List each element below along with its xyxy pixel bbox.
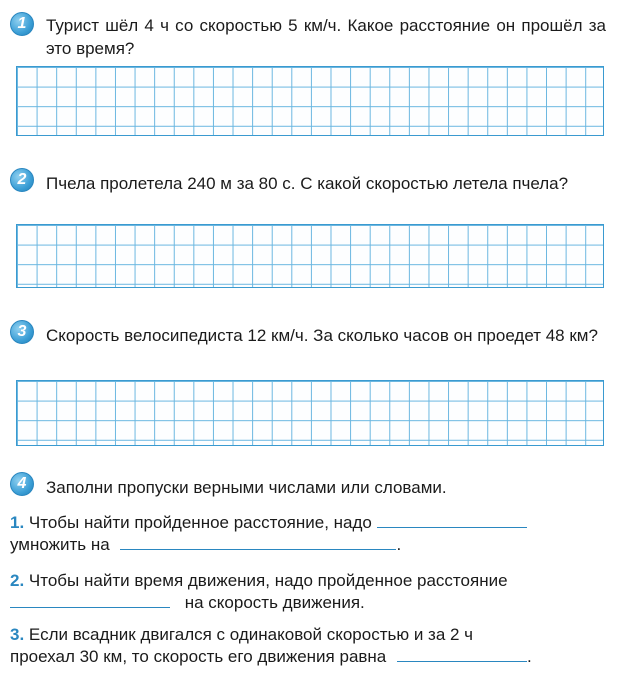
item-text: Чтобы найти пройденное расстояние, надо (28, 513, 372, 532)
answer-blank[interactable] (120, 536, 396, 550)
fill-item-2-cont (10, 592, 606, 614)
task-question: Турист шёл 4 ч со скоростью 5 км/ч. Какое расстояние он прошёл за это время? (46, 16, 606, 58)
item-number: 3. (10, 625, 25, 644)
item-end: . (527, 647, 532, 666)
answer-grid[interactable] (16, 224, 604, 288)
task-question: Скорость велосипедиста 12 км/ч. За сколько часов он проедет 48 км? (46, 326, 598, 345)
fill-item-1 (10, 512, 606, 534)
task-number-badge: 4 (10, 472, 34, 496)
task-number-badge: 3 (10, 320, 34, 344)
fill-item-1-cont (10, 534, 606, 556)
answer-blank[interactable] (397, 648, 527, 662)
fill-item-3-cont (10, 646, 606, 668)
answer-blank[interactable] (10, 594, 170, 608)
item-text: на скорость движения. (184, 593, 365, 612)
item-text: Чтобы найти время движения, надо пройденное расстояние (28, 571, 508, 590)
item-text: проехал 30 км, то скорость его движения равна (10, 647, 387, 666)
task-question: Заполни пропуски верными числами или словами. (46, 478, 447, 497)
answer-blank[interactable] (377, 514, 527, 528)
item-text: Если всадник двигался с одинаковой скоростью и за 2 ч (28, 625, 474, 644)
item-end: . (396, 535, 402, 554)
fill-item-3 (10, 624, 606, 646)
answer-grid[interactable] (16, 380, 604, 446)
answer-grid[interactable] (16, 66, 604, 136)
fill-item-2 (10, 570, 606, 592)
item-text: умножить на (10, 535, 110, 554)
task-number-badge: 2 (10, 168, 34, 192)
task-number-badge: 1 (10, 12, 34, 36)
task-question: Пчела пролетела 240 м за 80 с. С какой скоростью летела пчела? (46, 174, 569, 193)
item-number: 1. (10, 513, 25, 532)
item-number: 2. (10, 571, 25, 590)
